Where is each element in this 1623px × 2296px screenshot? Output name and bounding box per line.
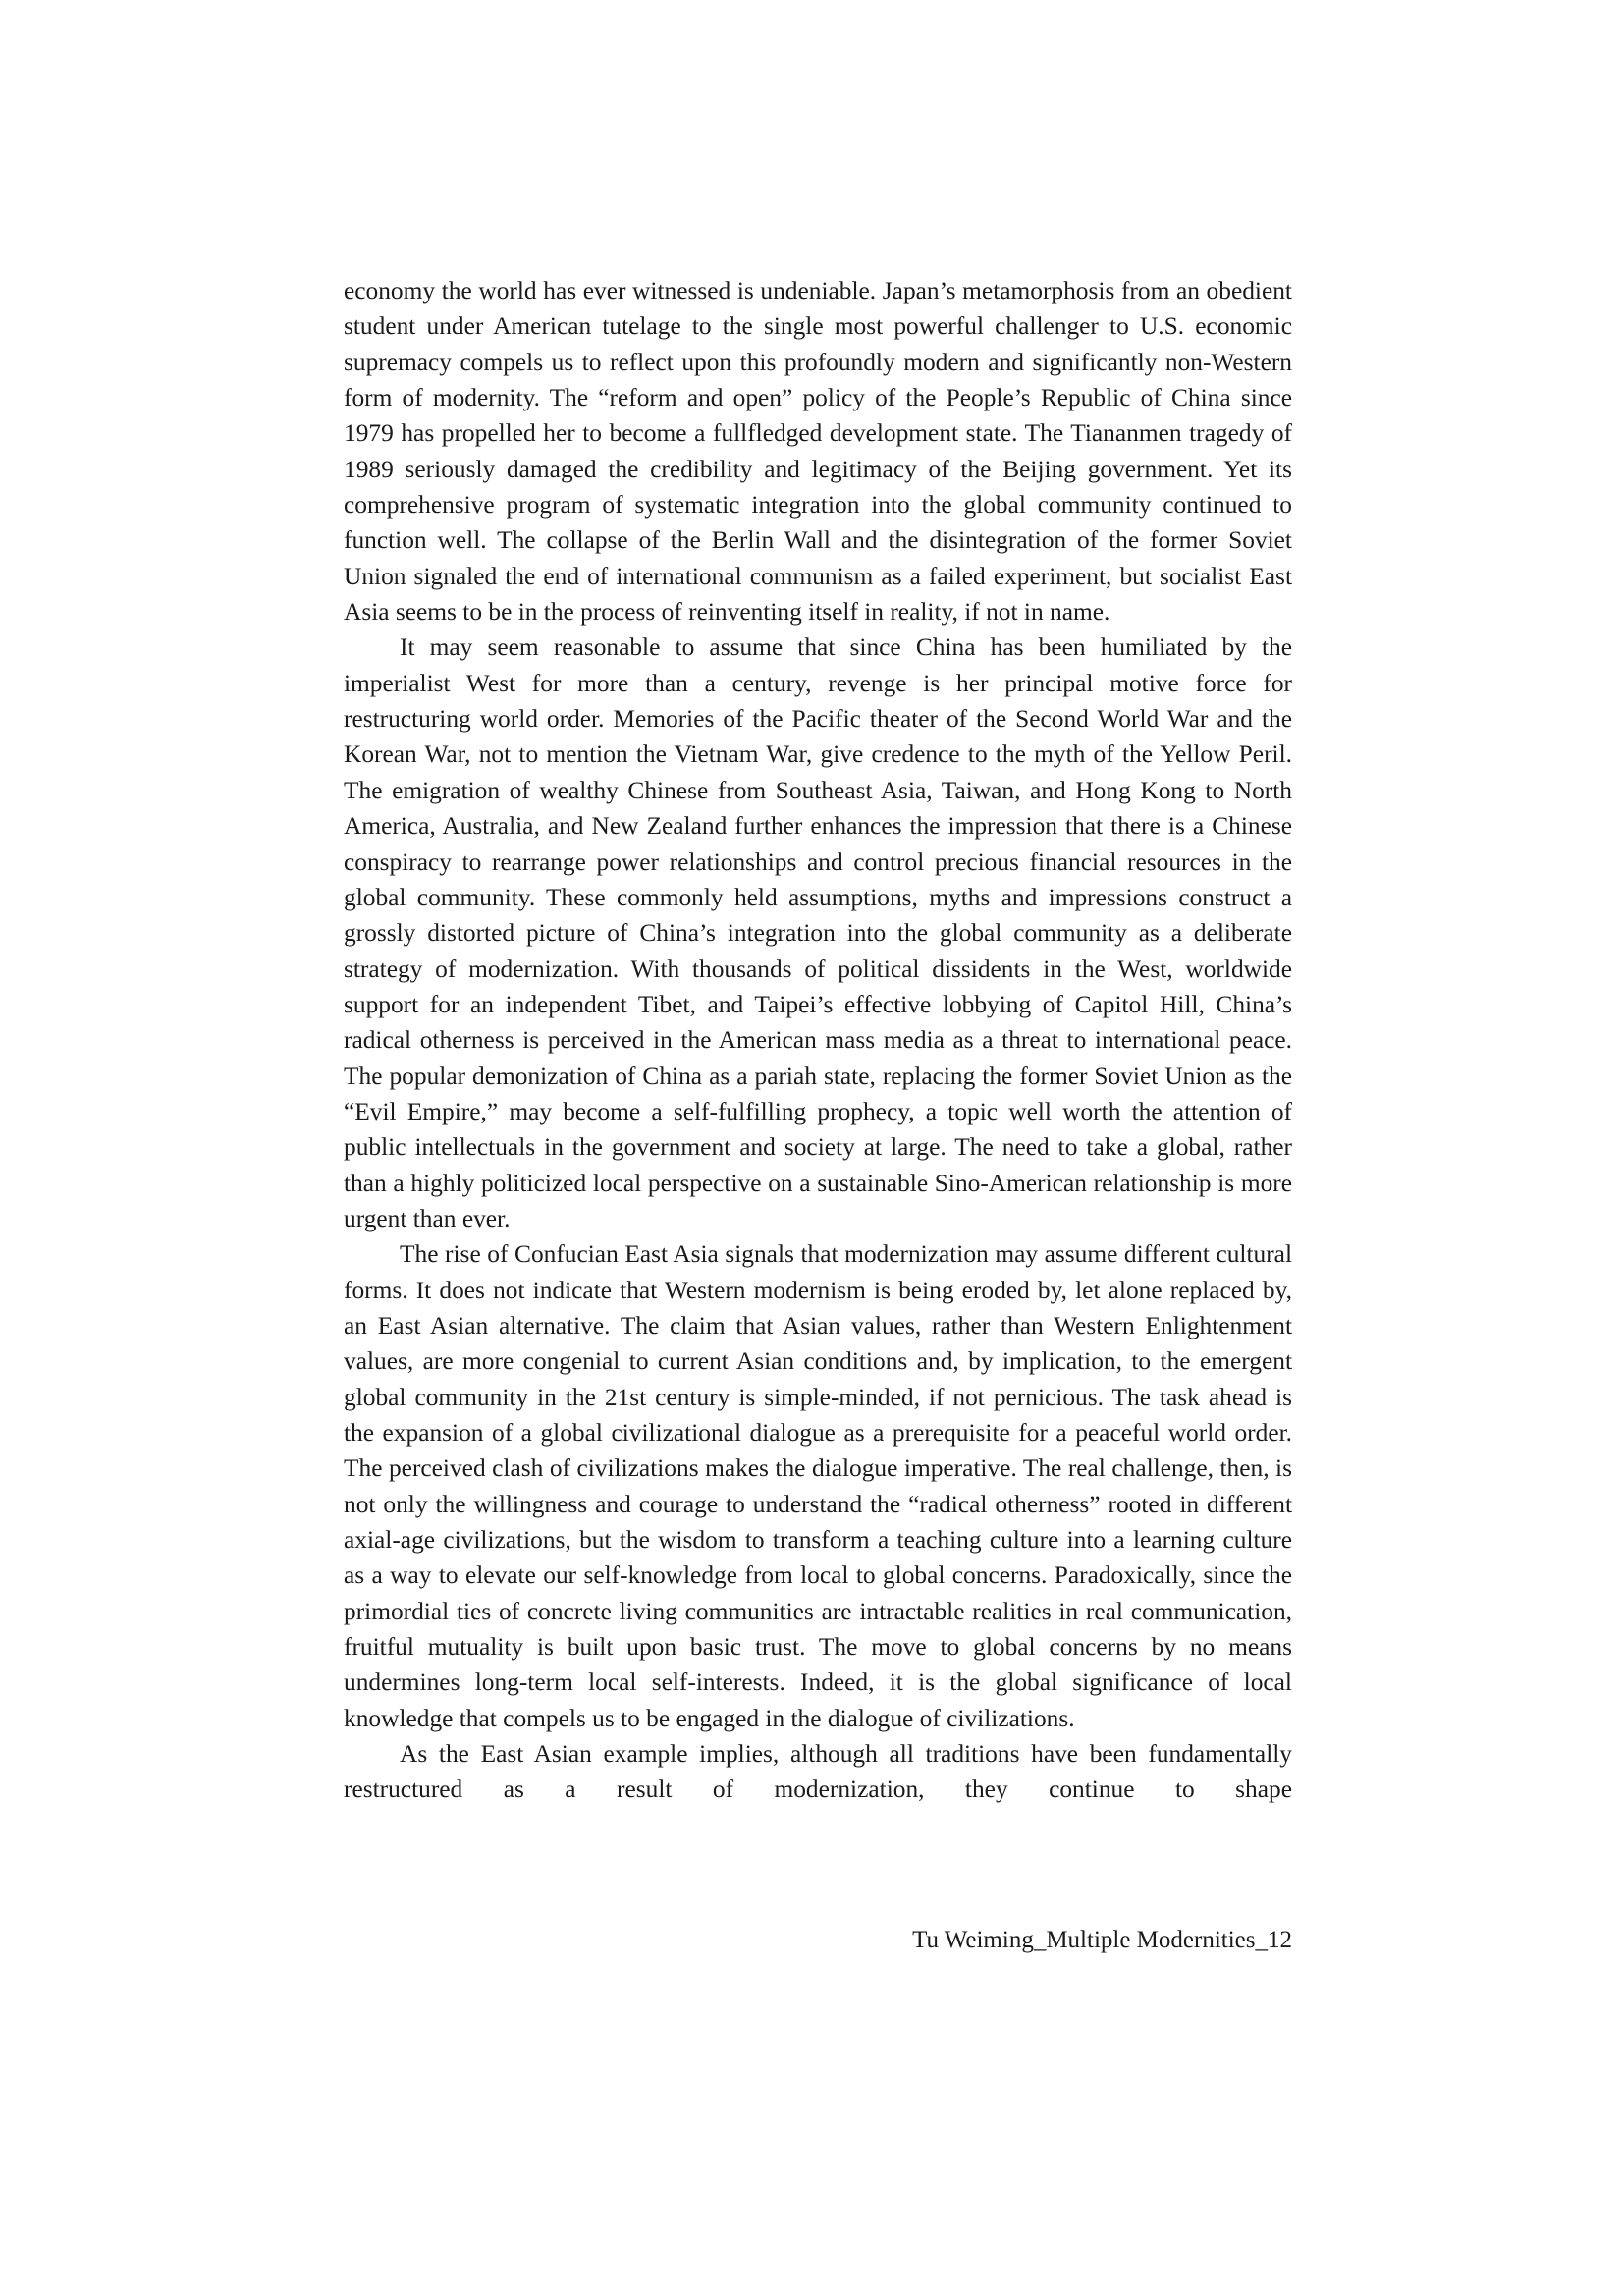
paragraph-4: As the East Asian example implies, although all traditions have been fundamentally restructured as a result of modernization, they continue to shape [344,1740,1292,1804]
page-body [344,273,1292,1808]
running-footer: Tu Weiming_Multiple Modernities_12 [912,1927,1292,1953]
paragraph-2: It may seem reasonable to assume that since China has been humiliated by the imperialist West for more than a century, revenge is her principal motive force for restructuring world order. Memories of the Pacific theater of the Second World War and the Korean War, not to mention the Vietnam War, give credence to the myth of the Yellow Peril. The emigration of wealthy Chinese from Southeast Asia, Taiwan, and Hong Kong to North America, Australia, and New Zealand further enhances the impression that there is a Chinese conspiracy to rearrange power relationships and control precious financial resources in the global community. These commonly held assumptions, myths and impressions construct a grossly distorted picture of China’s integration into the global community as a deliberate strategy of modernization. With thousands of political dissidents in the West, worldwide support for an independent Tibet, and Taipei’s effective lobbying of Capitol Hill, China’s radical otherness is perceived in the American mass media as a threat to international peace. The popular demonization of China as a pariah state, replacing the former Soviet Union as the “Evil Empire,” may become a self-fulfilling prophecy, a topic well worth the attention of public intellectuals in the government and society at large. The need to take a global, rather than a highly politicized local perspective on a sustainable Sino-American relationship is more urgent than ever. [344,633,1292,1232]
paragraph-1: economy the world has ever witnessed is undeniable. Japan’s metamorphosis from an obedient student under American tutelage to the single most powerful challenger to U.S. economic supremacy compels us to reflect upon this profoundly modern and significantly non-Western form of modernity. The “reform and open” policy of the People’s Republic of China since 1979 has propelled her to become a fullfledged development state. The Tiananmen tragedy of 1989 seriously damaged the credibility and legitimacy of the Beijing government. Yet its comprehensive program of systematic integration into the global community continued to function well. The collapse of the Berlin Wall and the disintegration of the former Soviet Union signaled the end of international communism as a failed experiment, but socialist East Asia seems to be in the process of reinventing itself in reality, if not in name. [344,277,1292,627]
paragraph-3: The rise of Confucian East Asia signals that modernization may assume different cultural forms. It does not indicate that Western modernism is being eroded by, let alone replaced by, an East Asian alternative. The claim that Asian values, rather than Western Enlightenment values, are more congenial to current Asian conditions and, by implication, to the emergent global community in the 21st century is simple-minded, if not pernicious. The task ahead is the expansion of a global civilizational dialogue as a prerequisite for a peaceful world order. The perceived clash of civilizations makes the dialogue imperative. The real challenge, then, is not only the willingness and courage to understand the “radical otherness” rooted in different axial-age civilizations, but the wisdom to transform a teaching culture into a learning culture as a way to elevate our self-knowledge from local to global concerns. Paradoxically, since the primordial ties of concrete living communities are intractable realities in real communication, fruitful mutuality is built upon basic trust. The move to global concerns by no means undermines long-term local self-interests. Indeed, it is the global significance of local knowledge that compels us to be engaged in the dialogue of civilizations. [344,1240,1292,1732]
